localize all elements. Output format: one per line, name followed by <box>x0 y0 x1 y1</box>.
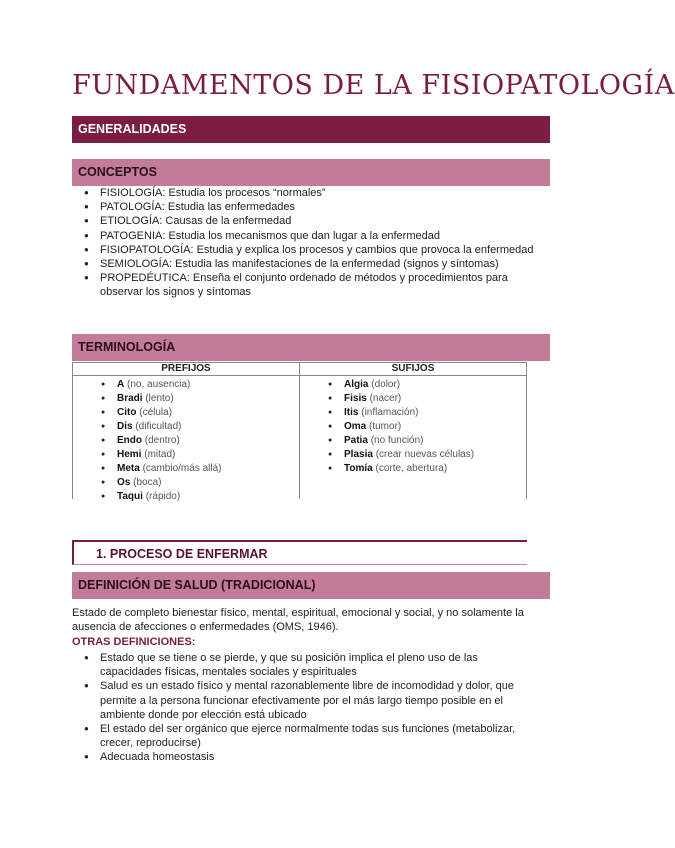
terminology-table <box>72 362 527 502</box>
terminologia-heading: TERMINOLOGÍA <box>72 334 550 361</box>
list-item: ● Adecuada homeostasis <box>72 750 542 764</box>
conceptos-heading: CONCEPTOS <box>72 159 550 186</box>
prefijo-item: ● Endo (dentro) <box>73 434 299 448</box>
proceso-enfermar-heading: 1. PROCESO DE ENFERMAR <box>72 540 527 565</box>
list-item: ● SEMIOLOGÍA: Estudia las manifestaciones de la enfermedad (signos y síntomas) <box>72 257 542 271</box>
list-item: ● FISIOLOGÍA: Estudia los procesos “normales” <box>72 186 542 200</box>
prefijo-item: ● Os (boca) <box>73 476 299 490</box>
list-item: ● ETIOLOGÍA: Causas de la enfermedad <box>72 214 542 228</box>
list-item: ● PROPEDÉUTICA: Enseña el conjunto ordenado de métodos y procedimientos para observar los signos y síntomas <box>72 271 542 299</box>
sufijo-item: ● Plasia (crear nuevas células) <box>300 448 526 462</box>
sufijos-column <box>299 363 526 499</box>
generalidades-heading: GENERALIDADES <box>72 116 550 143</box>
list-item: ● FISIOPATOLOGÍA: Estudia y explica los procesos y cambios que provoca la enfermedad <box>72 243 542 257</box>
sufijos-header: SUFIJOS <box>300 363 526 376</box>
conceptos-list <box>72 186 542 300</box>
sufijo-item: ● Oma (tumor) <box>300 420 526 434</box>
salud-definition: Estado de completo bienestar físico, mental, espiritual, emocional y social, y no solamente la ausencia de afecciones o enfermedades (OMS, 1946). <box>72 607 524 634</box>
sufijo-item: ● Tomía (corte, abertura) <box>300 462 526 476</box>
prefijo-item: ● Hemi (mitad) <box>73 448 299 462</box>
sufijo-item: ● Patia (no función) <box>300 434 526 448</box>
otras-definiciones-list <box>72 651 542 765</box>
sufijo-item: ● Algia (dolor) <box>300 378 526 392</box>
salud-heading: DEFINICIÓN DE SALUD (TRADICIONAL) <box>72 572 550 599</box>
otras-definiciones-heading: OTRAS DEFINICIONES: <box>72 636 196 648</box>
list-item: ● Salud es un estado físico y mental razonablemente libre de incomodidad y dolor, que permite a la persona funcionar efectivamente por el más largo tiempo posible en el ambiente donde por elección está ubicado <box>72 679 542 722</box>
prefijo-item: ● Meta (cambio/más allá) <box>73 462 299 476</box>
prefijo-item: ● Taqui (rápido) <box>73 490 299 504</box>
prefijo-item: ● Bradi (lento) <box>73 392 299 406</box>
prefijos-column <box>73 363 299 502</box>
list-item: ● Estado que se tiene o se pierde, y que su posición implica el pleno uso de las capacidades físicas, mentales sociales y espirituales <box>72 651 542 679</box>
page-title: FUNDAMENTOS DE LA FISIOPATOLOGÍA <box>72 70 675 101</box>
sufijo-item: ● Fisis (nacer) <box>300 392 526 406</box>
prefijos-header: PREFIJOS <box>73 363 299 376</box>
list-item: ● PATOGENIA: Estudia los mecanismos que dan lugar a la enfermedad <box>72 229 542 243</box>
prefijo-item: ● A (no, ausencia) <box>73 378 299 392</box>
sufijo-item: ● Itis (inflamación) <box>300 406 526 420</box>
list-item: ● El estado del ser orgánico que ejerce normalmente todas sus funciones (metabolizar, crecer, reproducirse) <box>72 722 542 750</box>
list-item: ● PATOLOGÍA: Estudia las enfermedades <box>72 200 542 214</box>
prefijo-item: ● Cito (célula) <box>73 406 299 420</box>
prefijo-item: ● Dis (dificultad) <box>73 420 299 434</box>
